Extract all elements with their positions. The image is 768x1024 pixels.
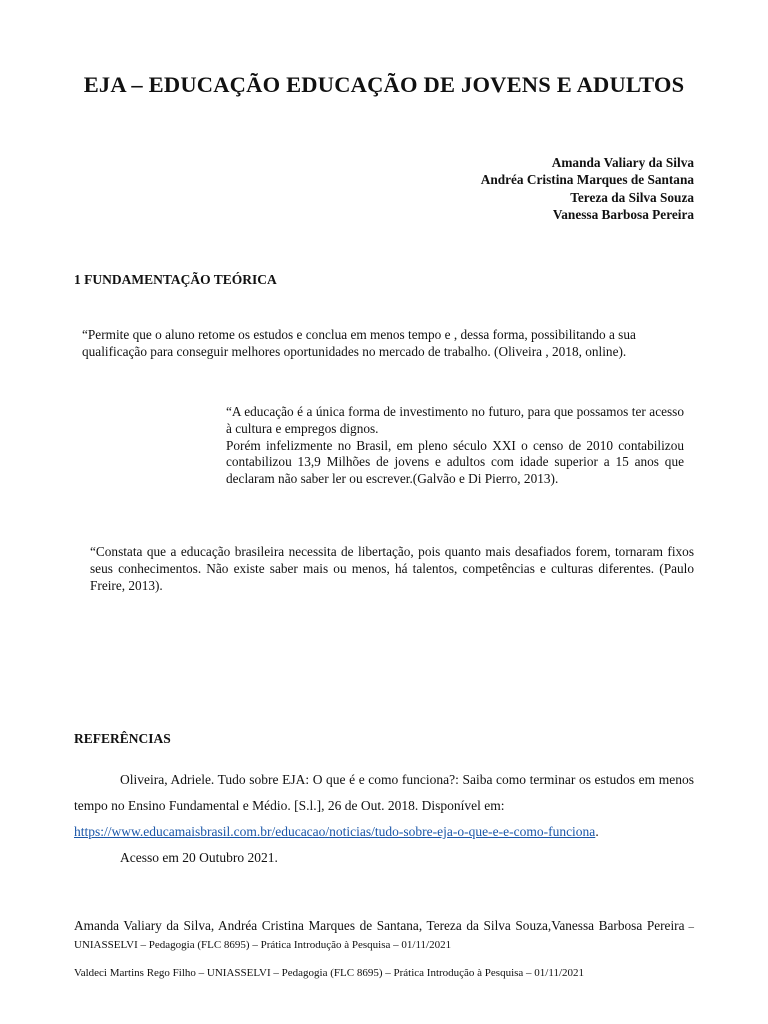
author-name: Tereza da Silva Souza <box>570 189 694 205</box>
quote-paulo-freire: “Constata que a educação brasileira necessita de libertação, pois quanto mais desafiados forem, tornaram fixos seus conhecimentos. Não existe saber mais ou menos, há talentos, competências e culturas diferentes. (Paulo Freire, 2013). <box>90 544 694 593</box>
quote-galvao-di-pierro <box>226 404 684 488</box>
author-name: Amanda Valiary da Silva <box>551 155 694 170</box>
footer-line: Valdeci Martins Rego Filho – UNIASSELVI – Pedagogia (FLC 8695) – Prática Introdução à Pesquisa – 01/11/2021 <box>74 967 585 979</box>
reference-link-suffix: . <box>595 824 599 839</box>
footer-course-info: – UNIASSELVI – Pedagogia (FLC 8695) – Prática Introdução à Pesquisa – 01/11/2021 <box>74 921 694 951</box>
quote-oliveira: “Permite que o aluno retome os estudos e conclua em menos tempo e , dessa forma, possibilitando a sua qualificação para conseguir melhores oportunidades no mercado de trabalho. (Oliveira , 2018, online). <box>82 327 636 359</box>
section-heading: 1 FUNDAMENTAÇÃO TEÓRICA <box>74 272 277 287</box>
reference-entry <box>74 767 694 871</box>
author-name: Vanessa Barbosa Pereira <box>552 206 694 222</box>
footer-authors <box>74 918 694 953</box>
references-heading: REFERÊNCIAS <box>74 731 171 746</box>
author-name: Andréa Cristina Marques de Santana <box>480 172 694 188</box>
author-list <box>481 154 694 223</box>
reference-link[interactable]: https://www.educamaisbrasil.com.br/educacao/noticias/tudo-sobre-eja-o-que-e-e-como-funciona <box>74 824 596 839</box>
reference-link-line <box>74 819 694 845</box>
reference-text: Oliveira, Adriele. Tudo sobre EJA: O que é e como funciona?: Saiba como terminar os estudos em menos tempo no Ensino Fundamental e Médio. [S.l.], 26 de Out. 2018. Disponível em: <box>74 772 694 813</box>
quote-paragraph: Porém infelizmente no Brasil, em pleno século XXI o censo de 2010 contabilizou contabilizou 13,9 Milhões de jovens e adultos com idade superior a 15 anos que declaram não saber ler ou escrever.(Galvão e Di Pierro, 2013). <box>226 437 684 487</box>
quote-paragraph: “A educação é a única forma de investimento no futuro, para que possamos ter acesso à cultura e empregos dignos. <box>226 404 684 436</box>
reference-access-date: Acesso em 20 Outubro 2021. <box>120 850 278 865</box>
document-title: EJA – EDUCAÇÃO EDUCAÇÃO DE JOVENS E ADULTOS <box>83 72 685 97</box>
footer-author-names: Amanda Valiary da Silva, Andréa Cristina Marques de Santana, Tereza da Silva Souza,Vanessa Barbosa Pereira <box>74 918 685 933</box>
